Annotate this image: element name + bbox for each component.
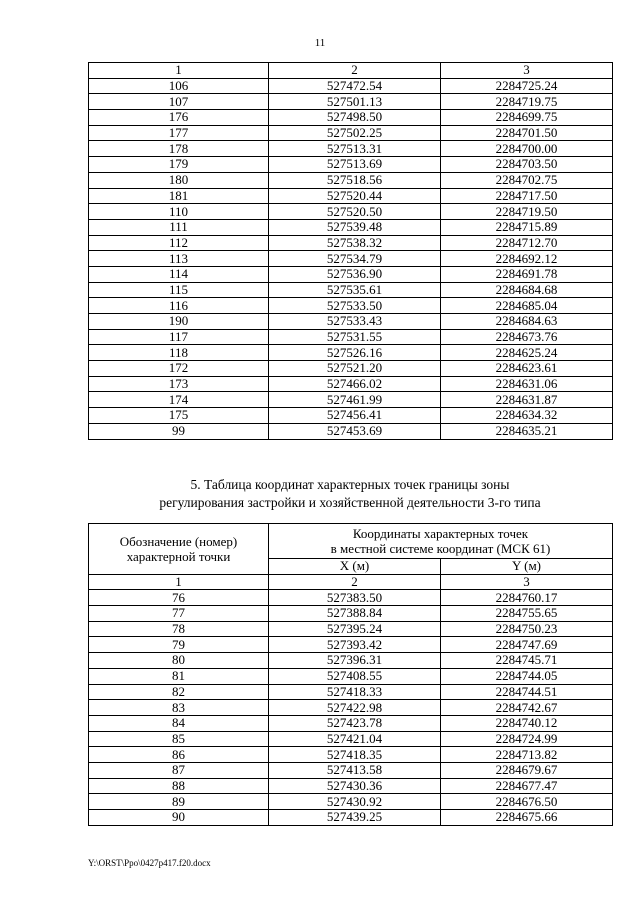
table-row — [89, 810, 613, 826]
y-coordinate-cell: 2284715.89 — [441, 219, 613, 235]
x-coordinate-cell: 527393.42 — [269, 637, 441, 653]
table-row — [89, 172, 613, 188]
point-number-cell: 87 — [89, 762, 269, 778]
point-number-cell: 179 — [89, 157, 269, 173]
x-coordinate-cell: 2 — [269, 574, 441, 590]
x-coordinate-cell: 527388.84 — [269, 606, 441, 622]
point-number-cell: 84 — [89, 715, 269, 731]
point-number-cell: 107 — [89, 94, 269, 110]
table-row — [89, 251, 613, 267]
y-coordinate-cell: 2284760.17 — [441, 590, 613, 606]
x-coordinate-cell: 527383.50 — [269, 590, 441, 606]
point-number-cell: 79 — [89, 637, 269, 653]
y-coordinate-cell: 2284719.50 — [441, 204, 613, 220]
x-coordinate-cell: 527513.69 — [269, 157, 441, 173]
x-coordinate-cell: 527456.41 — [269, 408, 441, 424]
table-row — [89, 188, 613, 204]
x-coordinate-cell: 527408.55 — [269, 668, 441, 684]
x-coordinate-cell: 527395.24 — [269, 621, 441, 637]
table-row — [89, 78, 613, 94]
x-coordinate-cell: 527521.20 — [269, 361, 441, 377]
table-row — [89, 235, 613, 251]
y-coordinate-cell: 2284623.61 — [441, 361, 613, 377]
coordinates-header — [269, 524, 613, 559]
y-coordinate-cell: 2284701.50 — [441, 125, 613, 141]
point-number-cell: 110 — [89, 204, 269, 220]
table-row — [89, 94, 613, 110]
point-number-cell: 76 — [89, 590, 269, 606]
x-coordinate-cell: 527534.79 — [269, 251, 441, 267]
y-coordinate-cell: 2284685.04 — [441, 298, 613, 314]
y-coordinate-cell: 2284750.23 — [441, 621, 613, 637]
file-path-footer: Y:\ORST\Ppo\0427p417.f20.docx — [88, 858, 211, 868]
caption-line-1: 5. Таблица координат характерных точек границы зоны — [190, 477, 510, 492]
column-number-row — [89, 63, 613, 79]
y-coordinate-cell: 2284676.50 — [441, 794, 613, 810]
x-coordinate-cell: 527430.36 — [269, 778, 441, 794]
point-number-cell: 117 — [89, 329, 269, 345]
point-number-cell: 113 — [89, 251, 269, 267]
point-number-cell: 180 — [89, 172, 269, 188]
x-coordinate-cell: 527423.78 — [269, 715, 441, 731]
y-coordinate-cell: 2284684.63 — [441, 314, 613, 330]
table-row — [89, 637, 613, 653]
point-number-cell: 172 — [89, 361, 269, 377]
x-coordinate-cell: 527413.58 — [269, 762, 441, 778]
y-coordinate-cell: 2284635.21 — [441, 423, 613, 439]
x-coordinate-cell: 527513.31 — [269, 141, 441, 157]
table-row — [89, 266, 613, 282]
page-number: 11 — [314, 37, 326, 49]
y-coordinate-cell: 2284744.51 — [441, 684, 613, 700]
x-coordinate-cell: 527461.99 — [269, 392, 441, 408]
x-coordinate-cell: 527535.61 — [269, 282, 441, 298]
point-number-cell: 106 — [89, 78, 269, 94]
point-number-cell: 82 — [89, 684, 269, 700]
y-coordinate-cell: 2284677.47 — [441, 778, 613, 794]
table-row — [89, 329, 613, 345]
x-coordinate-cell: 527531.55 — [269, 329, 441, 345]
y-coordinate-cell: 2284744.05 — [441, 668, 613, 684]
x-coordinate-cell: 527421.04 — [269, 731, 441, 747]
y-coordinate-cell: 2284675.66 — [441, 810, 613, 826]
point-number-cell: 174 — [89, 392, 269, 408]
y-coordinate-cell: 2284713.82 — [441, 747, 613, 763]
point-number-cell: 83 — [89, 700, 269, 716]
y-coordinate-cell: 2284719.75 — [441, 94, 613, 110]
point-number-cell: 116 — [89, 298, 269, 314]
point-number-cell: 86 — [89, 747, 269, 763]
table-row — [89, 125, 613, 141]
table-row — [89, 204, 613, 220]
table-row — [89, 715, 613, 731]
x-coordinate-cell: 527418.33 — [269, 684, 441, 700]
y-coordinate-cell: 2284742.67 — [441, 700, 613, 716]
table-row — [89, 747, 613, 763]
table-row — [89, 423, 613, 439]
point-number-cell: 112 — [89, 235, 269, 251]
table-row — [89, 606, 613, 622]
table-row — [89, 762, 613, 778]
x-coordinate-cell: 527466.02 — [269, 376, 441, 392]
x-coordinate-cell: 527418.35 — [269, 747, 441, 763]
table-header-row — [89, 524, 613, 559]
y-coordinate-cell: 2284725.24 — [441, 78, 613, 94]
table-row — [89, 653, 613, 669]
x-coordinate-cell: 527520.44 — [269, 188, 441, 204]
coordinates-table-continued — [88, 62, 613, 440]
y-coordinate-cell: 2284740.12 — [441, 715, 613, 731]
x-coordinate-cell: 527526.16 — [269, 345, 441, 361]
x-header: X (м) — [269, 559, 441, 575]
table-row — [89, 110, 613, 126]
x-coordinate-cell: 527518.56 — [269, 172, 441, 188]
table-row — [89, 590, 613, 606]
point-number-cell: 1 — [89, 574, 269, 590]
table-row — [89, 219, 613, 235]
y-coordinate-cell: 2284631.06 — [441, 376, 613, 392]
point-number-cell: 173 — [89, 376, 269, 392]
y-coordinate-cell: 2284631.87 — [441, 392, 613, 408]
table-row — [89, 700, 613, 716]
point-number-cell: 88 — [89, 778, 269, 794]
x-coordinate-cell: 527533.43 — [269, 314, 441, 330]
x-coordinate-cell: 527498.50 — [269, 110, 441, 126]
y-coordinate-cell: 2284679.67 — [441, 762, 613, 778]
x-coordinate-cell: 527472.54 — [269, 78, 441, 94]
point-number-cell: 99 — [89, 423, 269, 439]
table-row — [89, 621, 613, 637]
x-coordinate-cell: 527422.98 — [269, 700, 441, 716]
point-number-cell: 190 — [89, 314, 269, 330]
x-coordinate-cell: 527539.48 — [269, 219, 441, 235]
table-row — [89, 408, 613, 424]
table-row — [89, 668, 613, 684]
y-coordinate-cell: 3 — [441, 63, 613, 79]
x-coordinate-cell: 527538.32 — [269, 235, 441, 251]
x-coordinate-cell: 527533.50 — [269, 298, 441, 314]
x-coordinate-cell: 527453.69 — [269, 423, 441, 439]
point-number-cell: 181 — [89, 188, 269, 204]
y-coordinate-cell: 2284625.24 — [441, 345, 613, 361]
y-coordinate-cell: 2284745.71 — [441, 653, 613, 669]
y-coordinate-cell: 2284700.00 — [441, 141, 613, 157]
point-number-cell: 78 — [89, 621, 269, 637]
coordinates-header-line-1: Координаты характерных точек — [352, 526, 529, 541]
point-number-cell: 111 — [89, 219, 269, 235]
y-coordinate-cell: 2284755.65 — [441, 606, 613, 622]
point-number-cell: 89 — [89, 794, 269, 810]
point-number-cell: 90 — [89, 810, 269, 826]
point-number-cell: 80 — [89, 653, 269, 669]
caption-line-2: регулирования застройки и хозяйственной деятельности 3-го типа — [159, 495, 541, 510]
point-number-cell: 178 — [89, 141, 269, 157]
coordinates-table-zone-3 — [88, 523, 613, 826]
y-coordinate-cell: 2284673.76 — [441, 329, 613, 345]
y-coordinate-cell: 2284691.78 — [441, 266, 613, 282]
point-number-cell: 81 — [89, 668, 269, 684]
y-coordinate-cell: 2284634.32 — [441, 408, 613, 424]
table-row — [89, 157, 613, 173]
y-coordinate-cell: 2284747.69 — [441, 637, 613, 653]
y-coordinate-cell: 2284692.12 — [441, 251, 613, 267]
y-coordinate-cell: 2284703.50 — [441, 157, 613, 173]
point-number-cell: 177 — [89, 125, 269, 141]
x-coordinate-cell: 527501.13 — [269, 94, 441, 110]
y-header: Y (м) — [441, 559, 613, 575]
table-row — [89, 345, 613, 361]
table-row — [89, 392, 613, 408]
point-number-cell: 175 — [89, 408, 269, 424]
coordinates-header-line-2: в местной системе координат (МСК 61) — [330, 541, 551, 556]
y-coordinate-cell: 2284699.75 — [441, 110, 613, 126]
column-number-row — [89, 574, 613, 590]
table-row — [89, 731, 613, 747]
table-row — [89, 794, 613, 810]
y-coordinate-cell: 3 — [441, 574, 613, 590]
table-5-caption — [60, 476, 640, 512]
y-coordinate-cell: 2284717.50 — [441, 188, 613, 204]
point-number-cell: 114 — [89, 266, 269, 282]
point-number-cell: 118 — [89, 345, 269, 361]
point-number-cell: 115 — [89, 282, 269, 298]
x-coordinate-cell: 527439.25 — [269, 810, 441, 826]
x-coordinate-cell: 527520.50 — [269, 204, 441, 220]
point-designation-header — [89, 524, 269, 575]
table-row — [89, 684, 613, 700]
x-coordinate-cell: 527536.90 — [269, 266, 441, 282]
table-row — [89, 314, 613, 330]
x-coordinate-cell: 527396.31 — [269, 653, 441, 669]
y-coordinate-cell: 2284702.75 — [441, 172, 613, 188]
y-coordinate-cell: 2284712.70 — [441, 235, 613, 251]
point-number-cell: 1 — [89, 63, 269, 79]
point-designation-header-line-1: Обозначение (номер) — [119, 533, 238, 549]
point-number-cell: 85 — [89, 731, 269, 747]
x-coordinate-cell: 2 — [269, 63, 441, 79]
table-row — [89, 376, 613, 392]
table-row — [89, 141, 613, 157]
table-row — [89, 778, 613, 794]
table-row — [89, 361, 613, 377]
y-coordinate-cell: 2284724.99 — [441, 731, 613, 747]
table-row — [89, 282, 613, 298]
y-coordinate-cell: 2284684.68 — [441, 282, 613, 298]
table-row — [89, 298, 613, 314]
point-number-cell: 77 — [89, 606, 269, 622]
x-coordinate-cell: 527430.92 — [269, 794, 441, 810]
point-number-cell: 176 — [89, 110, 269, 126]
x-coordinate-cell: 527502.25 — [269, 125, 441, 141]
point-designation-header-line-2: характерной точки — [126, 548, 231, 564]
